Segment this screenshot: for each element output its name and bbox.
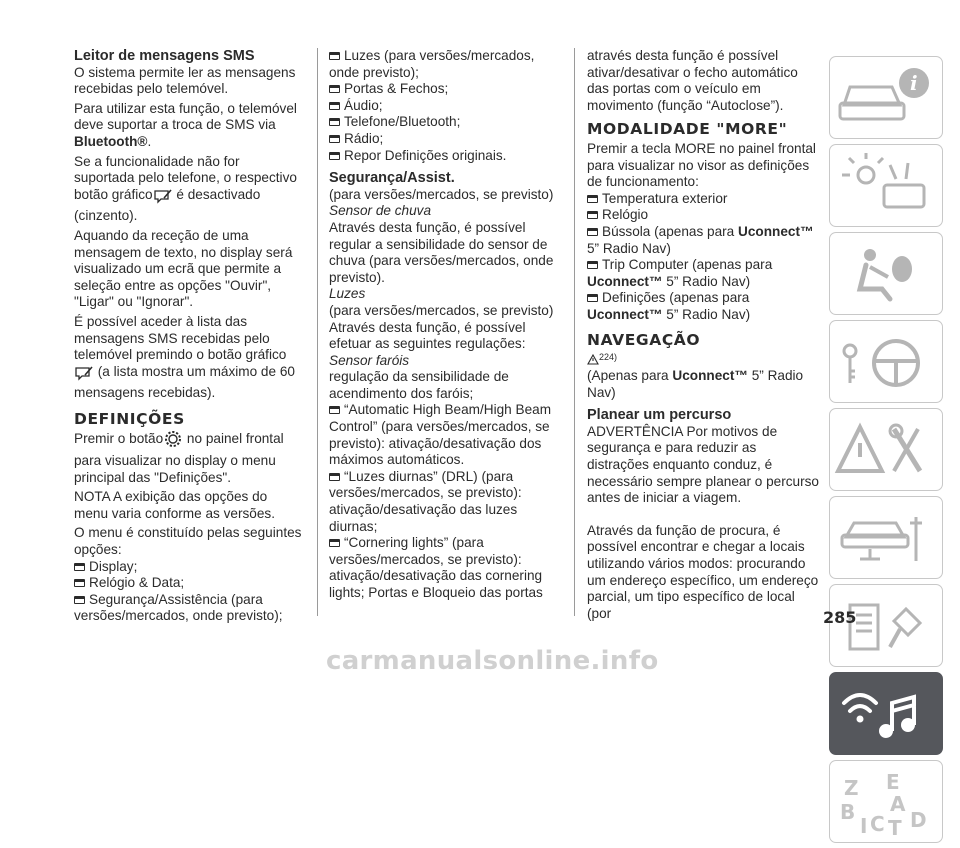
note: (para versões/mercados, se previsto) [329,186,554,202]
bullet-icon [329,135,340,143]
bullet-icon [329,102,340,110]
column-1 [74,48,302,625]
tab-multimedia[interactable] [829,672,943,755]
paragraph: Através desta função, é possível regular a sensibilidade do sensor de chuva (para versões/mercados, onde previsto). [329,219,554,285]
bullet-icon [329,473,340,481]
paragraph: Se a funcionalidade não for suportada pelo telefone, o respectivo botão gráfico é desactivado (cinzento). [74,153,297,224]
list-item: Trip Computer (apenas para Uconnect™ 5” Radio Nav) [587,257,773,289]
car-info-icon [830,57,944,140]
paragraph: O sistema permite ler as mensagens recebidas pelo telemóvel. [74,64,296,97]
svg-text:i: i [910,71,918,95]
bullet-icon [74,563,85,571]
list-item: Definições (apenas para Uconnect™ 5” Radio Nav) [587,290,751,322]
list-item: Relógio & Data; [74,575,302,592]
bullet-icon [587,228,598,236]
tab-emergency[interactable] [829,408,943,491]
list-item: Temperatura exterior [587,191,819,208]
bullet-icon [329,118,340,126]
airbag-seat-icon [830,233,944,316]
bullet-icon [329,152,340,160]
bluetooth-term: Bluetooth® [74,133,148,149]
paragraph: Premir a tecla MORE no painel frontal para visualizar no visor as definições de funcionamento: [587,140,816,190]
sms-reader-heading: Leitor de mensagens SMS [74,48,255,64]
index-letter: E [886,770,900,794]
list-item: “Cornering lights” (para versões/mercados, se previsto): ativação/desativação das cornering lights; Portas e Bloqueio das portas [329,535,543,600]
bullet-icon [329,406,340,414]
sms-icon [153,188,173,209]
bullet-icon [587,261,598,269]
paragraph: regulação da sensibilidade de acendimento dos faróis; [329,369,509,401]
page-number: 285 [823,608,857,627]
list-item: Portas & Fechos; [329,81,565,98]
paragraph: NOTA A exibição das opções do menu varia conforme as versões. [74,489,275,521]
list-item: Relógio [587,207,819,224]
tab-safety[interactable] [829,232,943,315]
multimedia-note-icon [830,673,944,756]
index-letter: C [870,812,885,836]
warning-triangle-tools-icon [830,409,944,492]
subheading-lights: Luzes [329,286,366,302]
tab-alphabetical-index[interactable] [829,760,943,843]
paragraph: Para utilizar esta função, o telemóvel deve suportar a troca de SMS via Bluetooth®. [74,100,297,149]
bullet-icon [587,195,598,203]
note: (para versões/mercados, se previsto) [329,302,554,318]
column-divider [317,48,318,616]
paragraph: (Apenas para Uconnect™ 5” Radio Nav) [587,368,804,400]
paragraph: Através da função de procura, é possível encontrar e chegar a locais utilizando vários modos: procurando um endereço específico, um endereço parcial, um tipo específico de local (por [587,522,819,621]
settings-heading: DEFINIÇÕES [74,409,185,428]
bullet-icon [329,539,340,547]
list-item: Segurança/Assistência (para versões/mercados, onde previsto); [74,591,283,624]
watermark[interactable]: carmanualsonline.info [326,646,659,676]
paragraph: Através desta função, é possível efetuar as seguintes regulações: [329,319,526,352]
safety-assist-heading: Segurança/Assist. [329,170,455,187]
subheading-headlight-sensor: Sensor faróis [329,352,410,368]
plan-route-heading: Planear um percurso [587,407,732,424]
bullet-icon [587,294,598,302]
bullet-icon [329,52,340,60]
bullet-icon [587,211,598,219]
alphabet-index-icon [830,761,944,844]
index-letter: T [888,816,902,840]
paragraph: É possível aceder à lista das mensagens SMS recebidas pelo telemóvel premindo o botão gráfico (a lista mostra um máximo de 60 mensagens recebidas). [74,313,295,401]
list-item: Áudio; [329,98,565,115]
index-letter: I [860,814,868,838]
index-letter: D [910,808,927,832]
tab-vehicle-info[interactable] [829,56,943,139]
list-item: Rádio; [329,131,565,148]
list-item: Bússola (apenas para Uconnect™ 5” Radio Nav) [587,223,814,256]
index-letter: Z [844,776,859,800]
steering-wheel-key-icon [830,321,944,404]
bullet-icon [74,596,85,604]
paragraph: Premir o botão no painel frontal para visualizar no display o menu principal das "Definições". [74,431,284,485]
navigation-heading: NAVEGAÇÃO [587,330,701,349]
index-letter: B [840,800,856,824]
paragraph: O menu é constituído pelas seguintes opções: [74,525,302,558]
list-item: Telefone/Bluetooth; [329,114,565,131]
paragraph: através desta função é possível ativar/desativar o fecho automático das portas com o veículo em movimento (função “Autoclose”). [587,48,798,113]
car-lift-icon [830,497,944,580]
list-item: Repor Definições originais. [329,148,565,165]
tab-dashboard-lights[interactable] [829,144,943,227]
bullet-icon [329,85,340,93]
warning-lights-icon [830,145,944,228]
gear-icon [163,430,183,453]
warning-triangle-icon [587,354,599,368]
sms-list-icon [74,365,94,386]
paragraph: Aquando da receção de uma mensagem de texto, no display será visualizado um ecrã que permite a seleção entre as opções "Ouvir", "Ligar" ou "Ignorar". [74,227,293,310]
list-item: “Luzes diurnas” (DRL) (para versões/mercados, se previsto): ativação/desativação das luzes diurnas; [329,468,522,534]
subheading-rain-sensor: Sensor de chuva [329,203,432,219]
tab-maintenance[interactable] [829,496,943,579]
more-mode-heading: MODALIDADE "MORE" [587,120,788,139]
list-item: Luzes (para versões/mercados, onde previsto); [329,48,535,80]
chapter-index-tabs [829,56,945,848]
paragraph: ADVERTÊNCIA Por motivos de segurança e para reduzir as distrações enquanto conduz, é necessário sempre planear o percurso antes de iniciar a viagem. [587,423,819,506]
tab-starting-driving[interactable] [829,320,943,403]
index-letter: A [890,792,906,816]
column-3 [587,48,819,622]
list-item: Display; [74,559,302,576]
column-divider [574,48,575,616]
warning-note-ref: 224) [587,351,819,368]
bullet-icon [74,579,85,587]
list-item: “Automatic High Beam/High Beam Control” (para versões/mercados, se previsto): ativação/desativação dos máximos automáticos. [329,402,552,468]
column-2 [329,48,565,602]
